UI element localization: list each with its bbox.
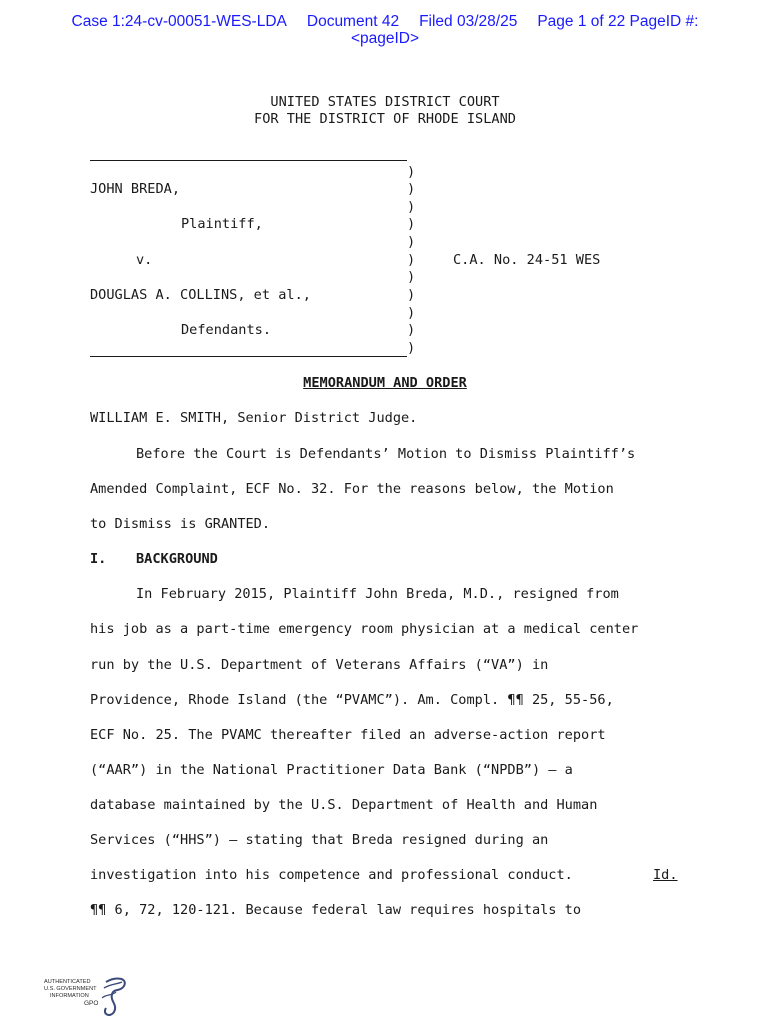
caption-paren: ) — [407, 252, 416, 268]
section-number: I. — [90, 551, 107, 567]
caption-paren: ) — [407, 216, 416, 232]
background-line: database maintained by the U.S. Department of Health and Human — [90, 797, 598, 813]
gpo-text-line: INFORMATION — [50, 993, 89, 999]
section-heading: BACKGROUND — [136, 551, 218, 567]
background-line: investigation into his competence and professional conduct. — [90, 867, 573, 883]
background-line: ¶¶ 6, 72, 120-121. Because federal law requires hospitals to — [90, 902, 582, 918]
caption-paren: ) — [407, 164, 416, 180]
background-line: Providence, Rhode Island (the “PVAMC”). Am. Compl. ¶¶ 25, 55-56, — [90, 692, 614, 708]
document-title: MEMORANDUM AND ORDER — [303, 375, 467, 391]
caption-paren: ) — [407, 199, 416, 215]
background-line: ECF No. 25. The PVAMC thereafter filed an adverse-action report — [90, 727, 606, 743]
defendant-role: Defendants. — [181, 322, 272, 338]
gpo-mark: GPO — [84, 1000, 99, 1007]
filed-date: Filed 03/28/25 — [419, 13, 518, 30]
caption-paren: ) — [407, 340, 416, 356]
caption-paren: ) — [407, 305, 416, 321]
intro-line: Amended Complaint, ECF No. 32. For the reasons below, the Motion — [90, 481, 614, 497]
background-line: In February 2015, Plaintiff John Breda, M.D., resigned from — [136, 586, 619, 602]
plaintiff-name: JOHN BREDA, — [90, 181, 181, 197]
caption-paren: ) — [407, 234, 416, 250]
caption-paren: ) — [407, 269, 416, 285]
court-name-line1: UNITED STATES DISTRICT COURT — [270, 94, 500, 110]
caption-paren: ) — [407, 287, 416, 303]
document-number: Document 42 — [306, 13, 400, 30]
page-id: <pageID> — [350, 30, 420, 47]
id-citation: Id. — [653, 867, 678, 883]
background-line: his job as a part-time emergency room physician at a medical center — [90, 621, 639, 637]
background-line: (“AAR”) in the National Practitioner Data Bank (“NPDB”) — a — [90, 762, 573, 778]
background-line: run by the U.S. Department of Veterans Affairs (“VA”) in — [90, 657, 549, 673]
gpo-text-line: U.S. GOVERNMENT — [44, 986, 97, 992]
judge-line: WILLIAM E. SMITH, Senior District Judge. — [90, 410, 418, 426]
caption-bottom-rule — [90, 356, 407, 357]
intro-line: to Dismiss is GRANTED. — [90, 516, 271, 532]
background-line: Services (“HHS”) — stating that Breda resigned during an — [90, 832, 549, 848]
caption-top-rule — [90, 160, 407, 161]
gpo-authentication-seal — [44, 974, 134, 1018]
caption-paren: ) — [407, 322, 416, 338]
defendant-name: DOUGLAS A. COLLINS, et al., — [90, 287, 311, 303]
versus: v. — [136, 252, 153, 268]
case-number-header: Case 1:24-cv-00051-WES-LDA — [71, 13, 287, 30]
case-number: C.A. No. 24-51 WES — [453, 252, 601, 268]
page-count: Page 1 of 22 PageID #: — [537, 13, 699, 30]
caption-paren: ) — [407, 181, 416, 197]
filing-header — [0, 13, 770, 47]
intro-line: Before the Court is Defendants’ Motion to Dismiss Plaintiff’s — [136, 446, 636, 462]
court-name-line2: FOR THE DISTRICT OF RHODE ISLAND — [254, 111, 516, 127]
gpo-eagle-icon — [44, 974, 134, 1018]
gpo-text-line: AUTHENTICATED — [44, 979, 91, 985]
plaintiff-role: Plaintiff, — [181, 216, 263, 232]
